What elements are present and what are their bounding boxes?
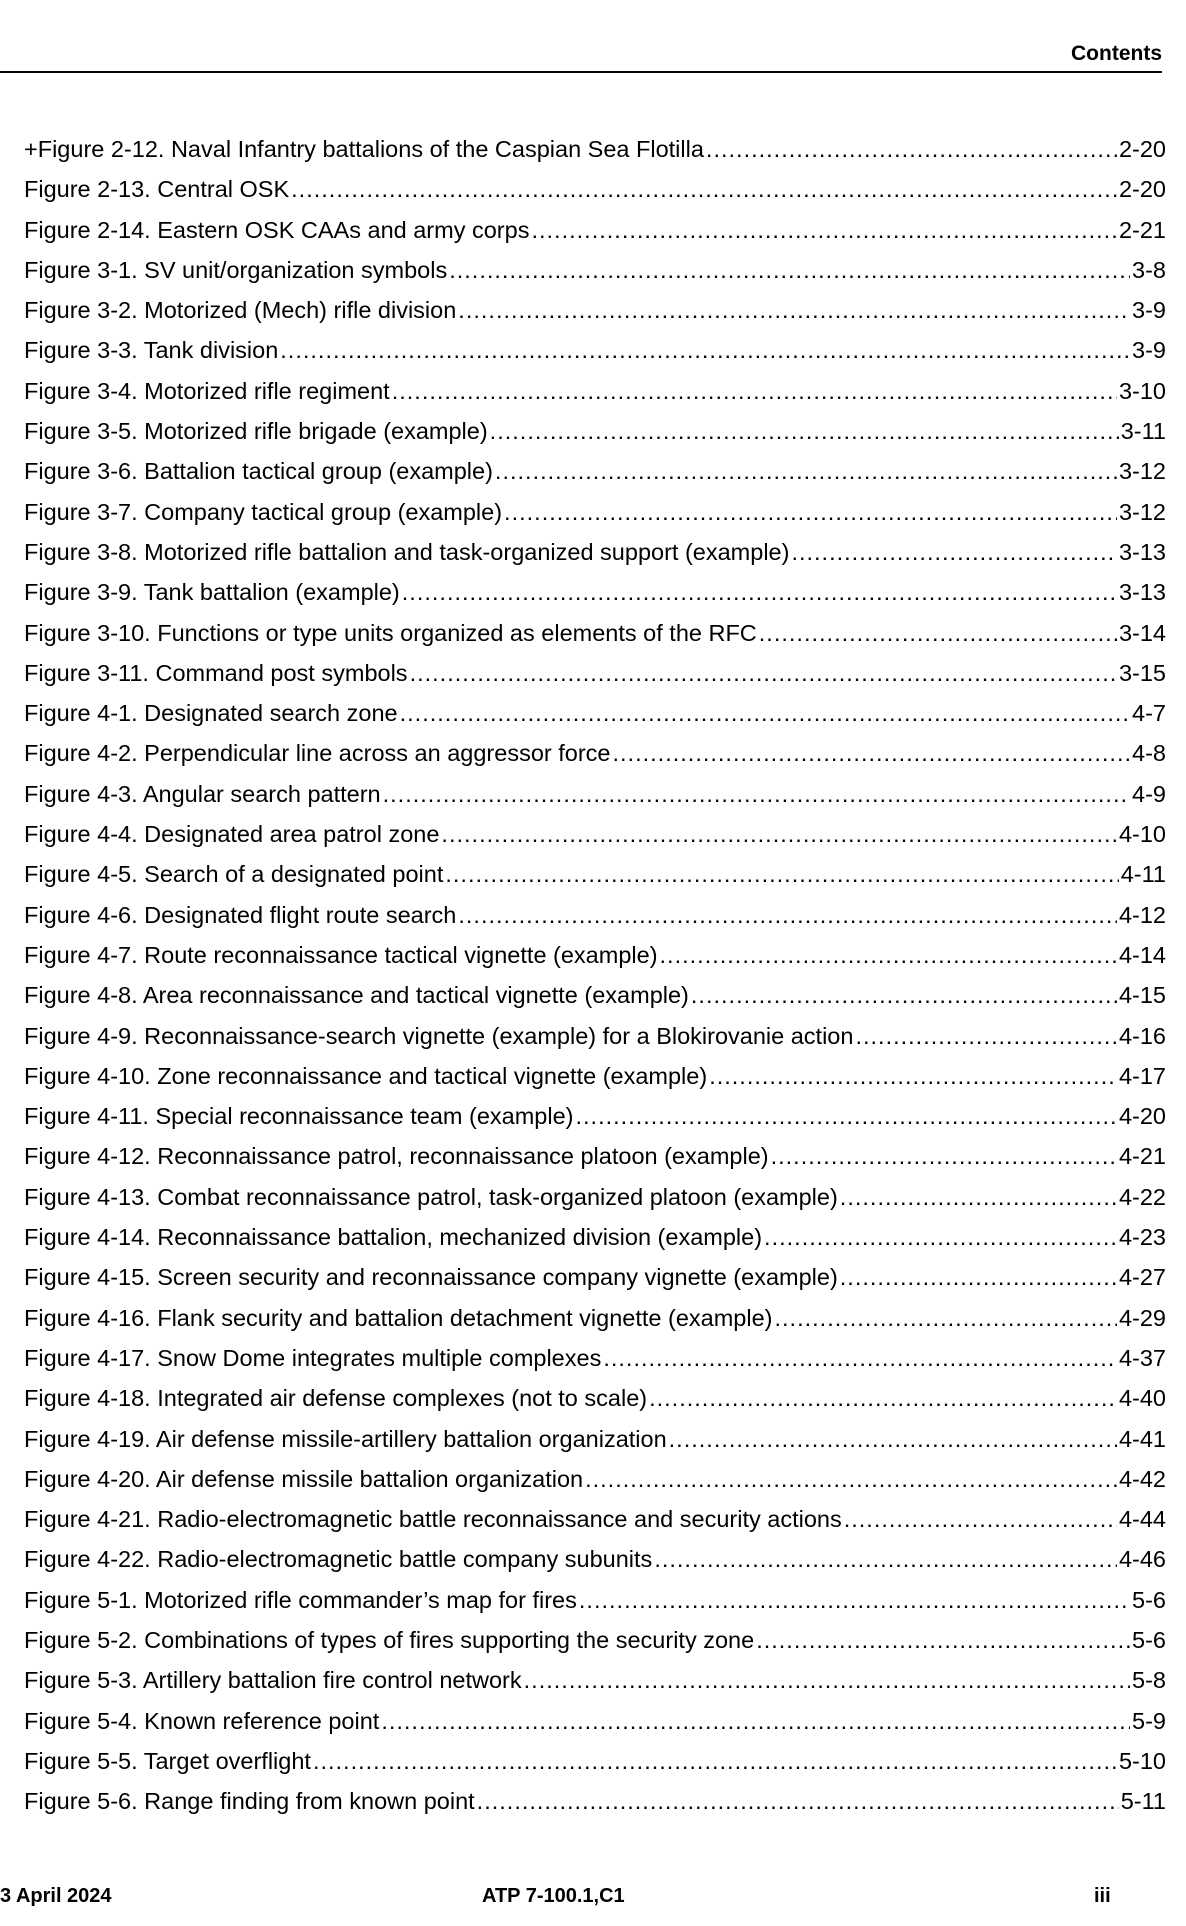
footer-page-number: iii [1094, 1885, 1111, 1907]
toc-entry-page: 2-20 [1118, 136, 1166, 162]
toc-entry-title: Figure 4-15. Screen security and reconnaissance company vignette (example) [24, 1264, 838, 1291]
toc-entry-title: Figure 4-13. Combat reconnaissance patrol, task-organized platoon (example) [24, 1183, 838, 1210]
toc-entry-page: 2-20 [1118, 176, 1166, 203]
toc-entry-page: 3-14 [1118, 619, 1166, 646]
toc-entry-title: Figure 4-17. Snow Dome integrates multiple complexes [24, 1344, 602, 1371]
toc-dot-leader [844, 1506, 1117, 1533]
toc-entry-page: 5-11 [1120, 1788, 1166, 1815]
toc-entry-title: Figure 4-16. Flank security and battalion detachment vignette (example) [24, 1304, 773, 1331]
toc-dot-leader [706, 136, 1117, 163]
toc-entry-page: 4-16 [1118, 1022, 1166, 1049]
toc-dot-leader [458, 902, 1117, 929]
toc-entry[interactable] [24, 1788, 1166, 1828]
toc-entry-page: 3-11 [1120, 418, 1166, 445]
toc-entry-page: 4-17 [1118, 1062, 1166, 1089]
toc-entry[interactable] [24, 620, 1166, 660]
toc-entry-title: Figure 4-14. Reconnaissance battalion, mechanized division (example) [24, 1224, 763, 1251]
toc-dot-leader [649, 1385, 1117, 1412]
toc-dot-leader [613, 740, 1131, 767]
toc-entry-page: 4-14 [1118, 941, 1166, 968]
toc-entry-title: Figure 4-18. Integrated air defense complexes (not to scale) [24, 1385, 648, 1412]
toc-entry[interactable] [24, 458, 1166, 498]
toc-entry-page: 3-9 [1132, 337, 1166, 364]
toc-entry-page: 3-8 [1132, 256, 1166, 283]
toc-entry-title: Figure 4-11. Special reconnaissance team (example) [24, 1103, 574, 1130]
toc-entry[interactable] [24, 902, 1166, 942]
toc-dot-leader [791, 539, 1117, 566]
toc-entry[interactable] [24, 740, 1166, 780]
toc-entry[interactable] [24, 1184, 1166, 1224]
toc-entry-page: 3-12 [1118, 498, 1166, 525]
toc-entry-page: 5-10 [1118, 1747, 1166, 1774]
toc-entry[interactable] [24, 1103, 1166, 1143]
toc-entry[interactable] [24, 1385, 1166, 1425]
toc-entry-title: Figure 4-3. Angular search pattern [24, 780, 381, 807]
toc-entry-page: 4-40 [1118, 1385, 1166, 1412]
toc-entry-page: 4-12 [1118, 901, 1166, 928]
toc-entry-page: 4-23 [1118, 1224, 1166, 1251]
toc-dot-leader [654, 1546, 1117, 1573]
toc-entry-title: Figure 4-4. Designated area patrol zone [24, 821, 440, 848]
toc-entry-title: Figure 5-2. Combinations of types of fires supporting the security zone [24, 1626, 755, 1653]
toc-dot-leader [585, 1466, 1117, 1493]
toc-dot-leader [495, 458, 1117, 485]
table-of-figures [24, 136, 1166, 1828]
toc-entry-title: Figure 4-5. Search of a designated point [24, 861, 444, 888]
toc-entry[interactable] [24, 1627, 1166, 1667]
toc-entry-page: 4-15 [1118, 982, 1166, 1009]
toc-entry-page: 4-20 [1118, 1103, 1166, 1130]
toc-dot-leader [709, 1063, 1117, 1090]
toc-entry-title: Figure 3-5. Motorized rifle brigade (example) [24, 418, 488, 445]
toc-entry-title: Figure 3-11. Command post symbols [24, 659, 408, 686]
toc-entry[interactable] [24, 217, 1166, 257]
toc-entry[interactable] [24, 1748, 1166, 1788]
toc-entry-title: Figure 3-3. Tank division [24, 337, 279, 364]
toc-entry-page: 3-9 [1132, 297, 1166, 324]
toc-dot-leader [691, 982, 1117, 1009]
toc-dot-leader [669, 1426, 1117, 1453]
toc-entry-page: 3-10 [1118, 377, 1166, 404]
toc-entry-title: Figure 4-20. Air defense missile battalion organization [24, 1465, 584, 1492]
toc-dot-leader [441, 821, 1117, 848]
toc-entry[interactable] [24, 660, 1166, 700]
toc-entry-page: 5-9 [1132, 1707, 1166, 1734]
toc-entry-page: 5-8 [1132, 1667, 1166, 1694]
toc-entry-title: Figure 2-14. Eastern OSK CAAs and army corps [24, 216, 530, 243]
toc-dot-leader [764, 1224, 1117, 1251]
toc-entry-title: Figure 3-6. Battalion tactical group (example) [24, 458, 493, 485]
toc-entry-page: 4-37 [1118, 1344, 1166, 1371]
toc-entry-page: 4-21 [1118, 1143, 1166, 1170]
toc-entry-title: Figure 5-5. Target overflight [24, 1747, 311, 1774]
toc-entry-title: Figure 5-1. Motorized rifle commander’s map for fires [24, 1586, 577, 1613]
toc-entry-title: Figure 3-9. Tank battalion (example) [24, 579, 400, 606]
toc-entry[interactable] [24, 781, 1166, 821]
toc-entry-title: Figure 5-4. Known reference point [24, 1707, 380, 1734]
toc-entry-title: Figure 3-2. Motorized (Mech) rifle division [24, 297, 457, 324]
toc-dot-leader [855, 1023, 1117, 1050]
toc-entry[interactable] [24, 257, 1166, 297]
toc-entry-title: Figure 4-2. Perpendicular line across an aggressor force [24, 740, 611, 767]
toc-dot-leader [759, 620, 1117, 647]
toc-dot-leader [383, 781, 1130, 808]
toc-entry-page: 4-44 [1118, 1506, 1166, 1533]
toc-entry-page: 4-29 [1118, 1304, 1166, 1331]
toc-entry[interactable] [24, 942, 1166, 982]
toc-entry[interactable] [24, 297, 1166, 337]
toc-entry-title: Figure 4-12. Reconnaissance patrol, reconnaissance platoon (example) [24, 1143, 769, 1170]
toc-dot-leader [381, 1708, 1130, 1735]
toc-entry-page: 3-13 [1118, 579, 1166, 606]
toc-entry-page: 4-7 [1132, 700, 1166, 727]
toc-dot-leader [575, 1103, 1116, 1130]
toc-dot-leader [603, 1345, 1117, 1372]
toc-entry[interactable] [24, 1667, 1166, 1707]
toc-entry-title: Figure 5-3. Artillery battalion fire control network [24, 1667, 522, 1694]
toc-dot-leader [774, 1305, 1116, 1332]
toc-entry[interactable] [24, 700, 1166, 740]
toc-entry[interactable] [24, 1587, 1166, 1627]
toc-dot-leader [449, 257, 1130, 284]
toc-entry[interactable] [24, 1143, 1166, 1183]
toc-entry-page: 4-42 [1118, 1465, 1166, 1492]
toc-entry-title: Figure 4-21. Radio-electromagnetic battle reconnaissance and security actions [24, 1506, 842, 1533]
toc-dot-leader [840, 1184, 1117, 1211]
toc-entry[interactable] [24, 821, 1166, 861]
toc-entry[interactable] [24, 1023, 1166, 1063]
toc-entry[interactable] [24, 861, 1166, 901]
toc-entry-page: 5-6 [1132, 1626, 1166, 1653]
toc-dot-leader [410, 660, 1117, 687]
toc-entry-title: Figure 5-6. Range finding from known point [24, 1788, 475, 1815]
toc-entry-title: Figure 3-7. Company tactical group (example) [24, 498, 503, 525]
header-rule [0, 71, 1162, 73]
toc-dot-leader [313, 1748, 1117, 1775]
toc-dot-leader [579, 1587, 1130, 1614]
toc-entry[interactable] [24, 499, 1166, 539]
toc-entry-title: Figure 3-4. Motorized rifle regiment [24, 377, 390, 404]
toc-dot-leader [660, 942, 1117, 969]
toc-entry-title: Figure 4-19. Air defense missile-artillery battalion organization [24, 1425, 667, 1452]
toc-entry[interactable] [24, 1305, 1166, 1345]
toc-dot-leader [458, 297, 1130, 324]
toc-entry[interactable] [24, 579, 1166, 619]
toc-entry-title: Figure 3-8. Motorized rifle battalion and task-organized support (example) [24, 538, 790, 565]
toc-entry-title: +Figure 2-12. Naval Infantry battalions of the Caspian Sea Flotilla [24, 136, 704, 162]
toc-entry[interactable] [24, 1466, 1166, 1506]
toc-dot-leader [477, 1788, 1119, 1815]
toc-dot-leader [771, 1143, 1117, 1170]
toc-entry[interactable] [24, 378, 1166, 418]
toc-entry[interactable] [24, 982, 1166, 1022]
toc-dot-leader [400, 700, 1130, 727]
toc-entry-page: 4-10 [1118, 821, 1166, 848]
toc-entry-title: Figure 3-1. SV unit/organization symbols [24, 256, 448, 283]
toc-entry-title: Figure 4-22. Radio-electromagnetic battle company subunits [24, 1546, 653, 1573]
toc-entry-page: 3-13 [1118, 538, 1166, 565]
toc-entry-title: Figure 4-6. Designated flight route search [24, 901, 457, 928]
toc-dot-leader [524, 1667, 1130, 1694]
page-header-title: Contents [1071, 42, 1162, 65]
toc-entry[interactable] [24, 1063, 1166, 1103]
toc-entry-page: 4-11 [1120, 861, 1166, 888]
toc-entry-page: 2-21 [1118, 216, 1166, 243]
toc-dot-leader [756, 1627, 1130, 1654]
toc-entry-page: 5-6 [1132, 1586, 1166, 1613]
toc-entry[interactable] [24, 1506, 1166, 1546]
toc-entry[interactable] [24, 539, 1166, 579]
toc-entry[interactable] [24, 418, 1166, 458]
toc-entry[interactable] [24, 1264, 1166, 1304]
toc-entry-page: 4-41 [1118, 1425, 1166, 1452]
toc-entry-title: Figure 3-10. Functions or type units organized as elements of the RFC [24, 619, 757, 646]
toc-dot-leader [392, 378, 1117, 405]
toc-entry[interactable] [24, 176, 1166, 216]
footer-date: 3 April 2024 [0, 1885, 112, 1907]
toc-dot-leader [840, 1264, 1117, 1291]
toc-entry-title: Figure 4-9. Reconnaissance-search vignette (example) for a Blokirovanie action [24, 1022, 854, 1049]
toc-dot-leader [490, 418, 1119, 445]
toc-entry[interactable] [24, 1224, 1166, 1264]
toc-entry[interactable] [24, 1546, 1166, 1586]
toc-dot-leader [445, 861, 1118, 888]
toc-entry-page: 4-9 [1132, 780, 1166, 807]
toc-entry-title: Figure 4-7. Route reconnaissance tactical vignette (example) [24, 941, 658, 968]
toc-entry[interactable] [24, 337, 1166, 377]
toc-entry-title: Figure 4-8. Area reconnaissance and tactical vignette (example) [24, 982, 689, 1009]
footer-publication: ATP 7-100.1,C1 [482, 1885, 625, 1907]
toc-entry-title: Figure 4-1. Designated search zone [24, 700, 398, 727]
toc-entry[interactable] [24, 1345, 1166, 1385]
toc-entry[interactable] [24, 1708, 1166, 1748]
toc-dot-leader [402, 579, 1117, 606]
toc-entry-title: Figure 4-10. Zone reconnaissance and tactical vignette (example) [24, 1062, 708, 1089]
toc-entry-page: 4-46 [1118, 1546, 1166, 1573]
toc-entry-title: Figure 2-13. Central OSK [24, 176, 290, 203]
toc-entry[interactable] [24, 1426, 1166, 1466]
toc-dot-leader [280, 337, 1130, 364]
toc-entry-page: 4-8 [1132, 740, 1166, 767]
toc-entry-page: 4-22 [1118, 1183, 1166, 1210]
toc-dot-leader [291, 176, 1117, 203]
toc-dot-leader [531, 217, 1116, 244]
toc-entry-page: 3-12 [1118, 458, 1166, 485]
toc-entry-page: 3-15 [1118, 659, 1166, 686]
toc-entry-page: 4-27 [1118, 1264, 1166, 1291]
toc-dot-leader [504, 499, 1117, 526]
toc-entry[interactable] [24, 136, 1166, 176]
